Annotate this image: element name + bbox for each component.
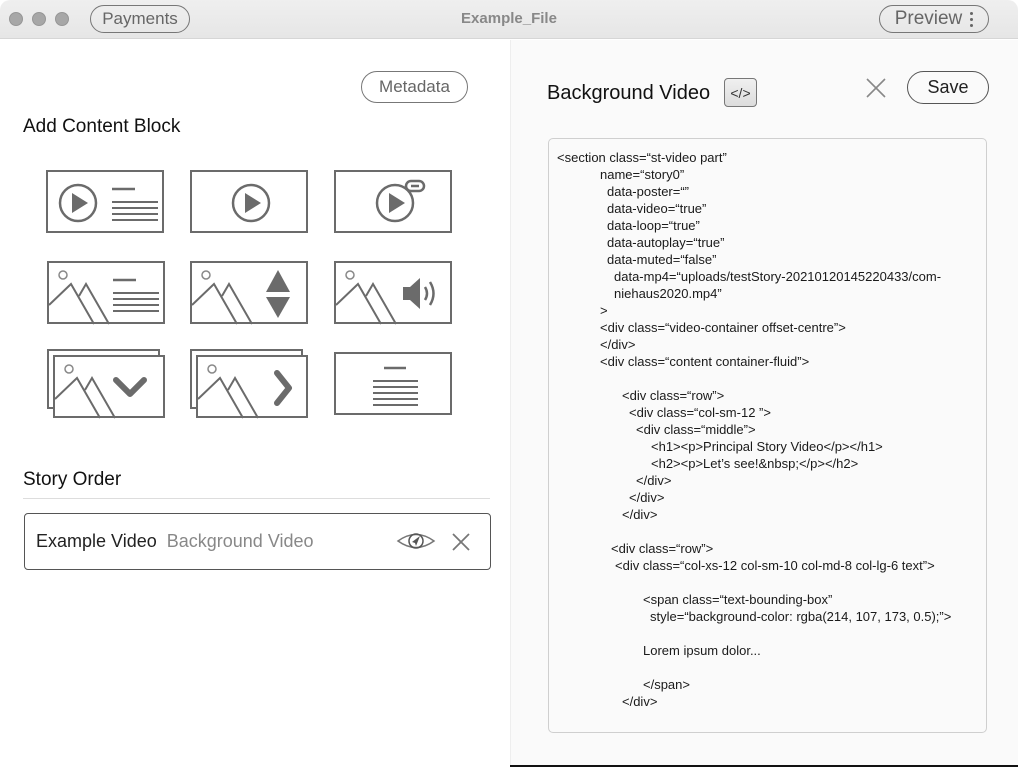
block-video[interactable]	[190, 170, 308, 233]
block-video-with-text[interactable]	[46, 170, 164, 233]
code-editor[interactable]	[548, 138, 987, 733]
code-line: niehaus2020.mp4”	[614, 286, 722, 301]
play-icon	[192, 172, 310, 235]
story-order-title: Story Order	[23, 469, 122, 490]
payments-button[interactable]: Payments	[90, 5, 190, 33]
code-line: >	[600, 303, 608, 318]
code-line: </div>	[629, 490, 665, 505]
code-line: data-video=“true”	[607, 201, 707, 216]
code-line: <div class=“middle”>	[636, 422, 756, 437]
image-text-icon	[49, 263, 167, 326]
remove-story-item-icon[interactable]	[451, 532, 471, 552]
code-line: <div class=“col-xs-12 col-sm-10 col-md-8 col-lg-6 text”>	[615, 558, 935, 573]
block-image-parallax[interactable]	[190, 261, 308, 324]
image-stack-chevron-down-icon	[55, 357, 167, 420]
section-divider	[23, 498, 490, 499]
block-editor-title: Background Video	[547, 82, 711, 104]
code-line: </div>	[622, 507, 658, 522]
play-text-icon	[48, 172, 166, 235]
code-line: Lorem ipsum dolor...	[643, 643, 761, 658]
stack-front-card	[196, 355, 308, 418]
stack-front-card	[53, 355, 165, 418]
save-button[interactable]: Save	[907, 71, 989, 104]
story-item-name: Example Video	[36, 531, 157, 551]
preview-label: Preview	[894, 8, 963, 29]
close-icon[interactable]	[865, 77, 887, 99]
block-image-with-text[interactable]	[47, 261, 165, 324]
preview-button[interactable]	[879, 5, 989, 33]
code-line: <div class=“content container-fluid”>	[600, 354, 810, 369]
code-line: <div class=“video-container offset-centre”>	[600, 320, 846, 335]
title-bar	[0, 0, 1018, 39]
text-icon	[336, 354, 454, 417]
right-panel	[510, 40, 1018, 767]
code-line: style=“background-color: rgba(214, 107, 173, 0.5);”>	[650, 609, 952, 624]
code-line: data-muted=“false”	[607, 252, 717, 267]
code-line: <h2><p>Let’s see!&nbsp;</p></h2>	[651, 456, 859, 471]
code-line: data-autoplay=“true”	[607, 235, 725, 250]
code-line: data-mp4=“uploads/testStory-20210120145220433/com-	[614, 269, 942, 284]
left-panel	[0, 40, 510, 767]
story-list-item[interactable]	[24, 513, 491, 570]
block-image-gallery-vertical[interactable]	[47, 349, 165, 418]
story-item-type: Background Video	[166, 531, 314, 551]
block-image-gallery-horizontal[interactable]	[190, 349, 308, 418]
metadata-button[interactable]: Metadata	[361, 71, 468, 103]
window-title: Example_File	[461, 10, 557, 27]
code-view-toggle[interactable]: </>	[724, 78, 757, 107]
code-line: name=“story0”	[600, 167, 685, 182]
block-image-audio[interactable]	[334, 261, 452, 324]
code-line: data-poster=“”	[607, 184, 690, 199]
block-linked-video[interactable]	[334, 170, 452, 233]
code-line: data-loop=“true”	[607, 218, 700, 233]
image-updown-icon	[192, 263, 310, 326]
image-speaker-icon	[336, 263, 454, 326]
code-line: <span class=“text-bounding-box”	[643, 592, 833, 607]
eye-icon[interactable]	[396, 530, 436, 552]
image-stack-chevron-right-icon	[198, 357, 310, 420]
code-line: </div>	[636, 473, 672, 488]
play-link-icon	[336, 172, 454, 235]
block-text[interactable]	[334, 352, 452, 415]
code-line: <div class=“col-sm-12 ”>	[629, 405, 771, 420]
kebab-menu-icon	[970, 12, 973, 27]
code-line: <section class=“st-video part”	[557, 150, 727, 165]
code-line: <div class=“row”>	[622, 388, 725, 403]
code-line: </div>	[622, 694, 658, 709]
code-line: </div>	[600, 337, 636, 352]
code-line: <div class=“row”>	[611, 541, 714, 556]
code-line: </span>	[643, 677, 690, 692]
code-line: <h1><p>Principal Story Video</p></h1>	[651, 439, 883, 454]
add-content-block-title: Add Content Block	[23, 116, 181, 137]
